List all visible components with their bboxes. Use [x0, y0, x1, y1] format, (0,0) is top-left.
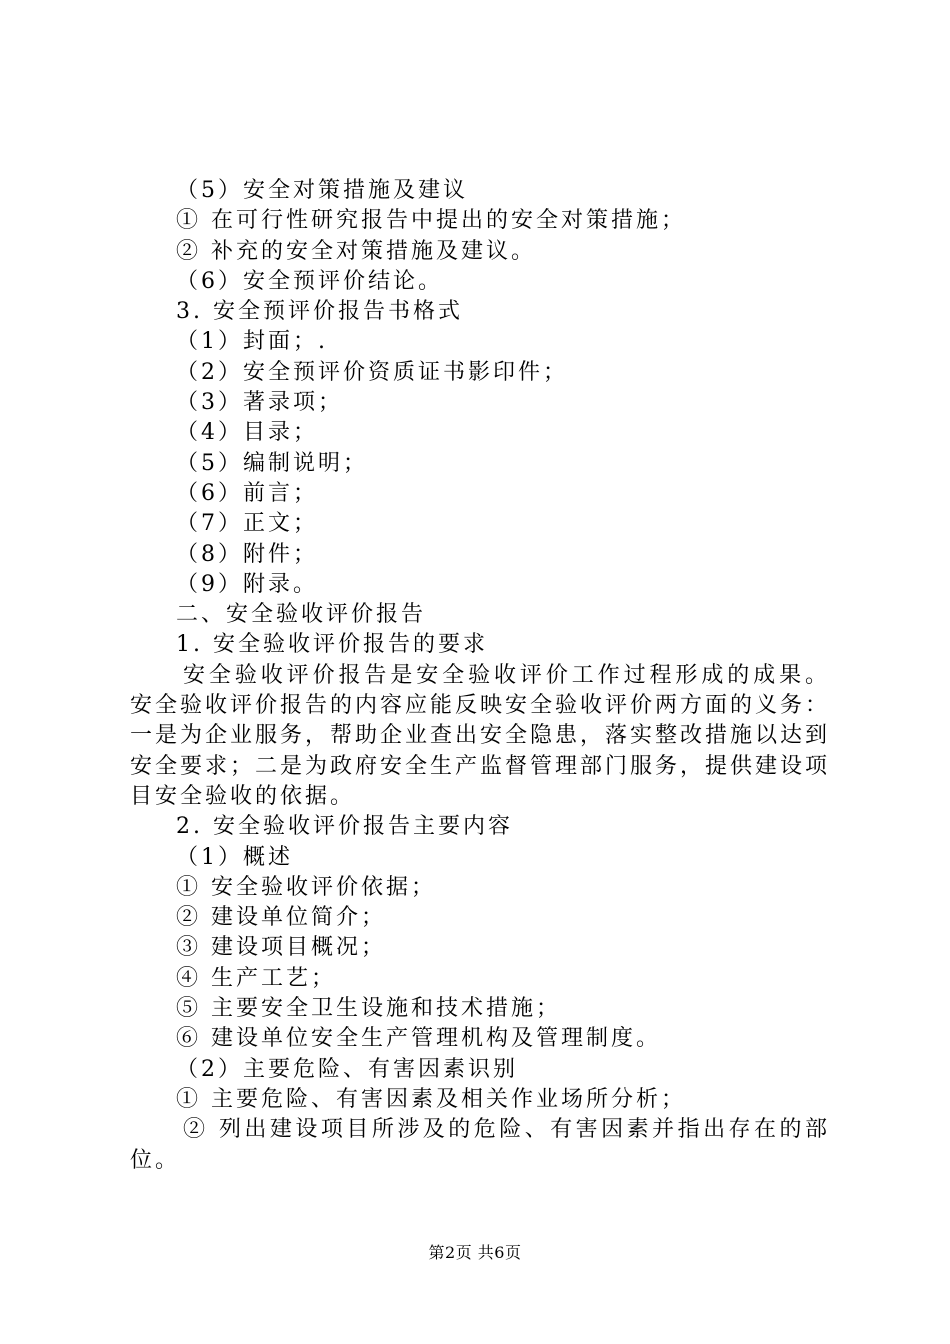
list-item: （2）安全预评价资质证书影印件；	[176, 359, 568, 385]
list-item: ⑥ 建设单位安全生产管理机构及管理制度。	[176, 1026, 661, 1052]
section-heading-1: 1. 安全验收评价报告的要求	[176, 632, 488, 658]
body-paragraph: ② 列出建设项目所涉及的危险、有害因素并指出存在的部位。	[130, 1117, 830, 1173]
list-item: （5）编制说明；	[176, 450, 368, 476]
list-item: （8）附件；	[176, 541, 318, 567]
page-number-footer: 第2页 共6页	[428, 1243, 522, 1262]
list-item: ③ 建设项目概况；	[176, 935, 386, 961]
list-item: ① 安全验收评价依据；	[176, 874, 436, 900]
list-item: （9）附录。	[176, 571, 318, 597]
chapter-heading-2: 二、安全验收评价报告	[176, 602, 427, 628]
list-item: （4）目录；	[176, 420, 318, 446]
subsection-heading-1: （1）概述	[176, 844, 293, 870]
list-item: ① 主要危险、有害因素及相关作业场所分析；	[176, 1086, 686, 1112]
list-item: （3）著录项；	[176, 390, 343, 416]
section-heading-3: 3. 安全预评价报告书格式	[176, 299, 463, 325]
list-item: （6）前言；	[176, 480, 318, 506]
list-item: （7）正文；	[176, 511, 318, 537]
list-item: ② 建设单位简介；	[176, 905, 386, 931]
list-item: ① 在可行性研究报告中提出的安全对策措施；	[176, 208, 686, 234]
document-body	[130, 176, 830, 1176]
list-item: ② 补充的安全对策措施及建议。	[176, 238, 536, 264]
list-item: ⑤ 主要安全卫生设施和技术措施；	[176, 996, 561, 1022]
section-heading-2: 2. 安全验收评价报告主要内容	[176, 814, 513, 840]
heading-5-countermeasures: （5）安全对策措施及建议	[176, 178, 468, 203]
body-paragraph: 安全验收评价报告是安全验收评价工作过程形成的成果。安全验收评价报告的内容应能反映安全验收评价两方面的义务：一是为企业服务，帮助企业查出安全隐患，落实整改措施以达到安全要求；二是为政府安全生产监督管理部门服务，提供建设项目安全验收的依据。	[130, 662, 831, 809]
list-item: ④ 生产工艺；	[176, 965, 336, 991]
heading-6-conclusion: （6）安全预评价结论。	[176, 268, 443, 294]
list-item: （1）封面；.	[176, 329, 328, 355]
subsection-heading-2: （2）主要危险、有害因素识别	[176, 1056, 518, 1082]
